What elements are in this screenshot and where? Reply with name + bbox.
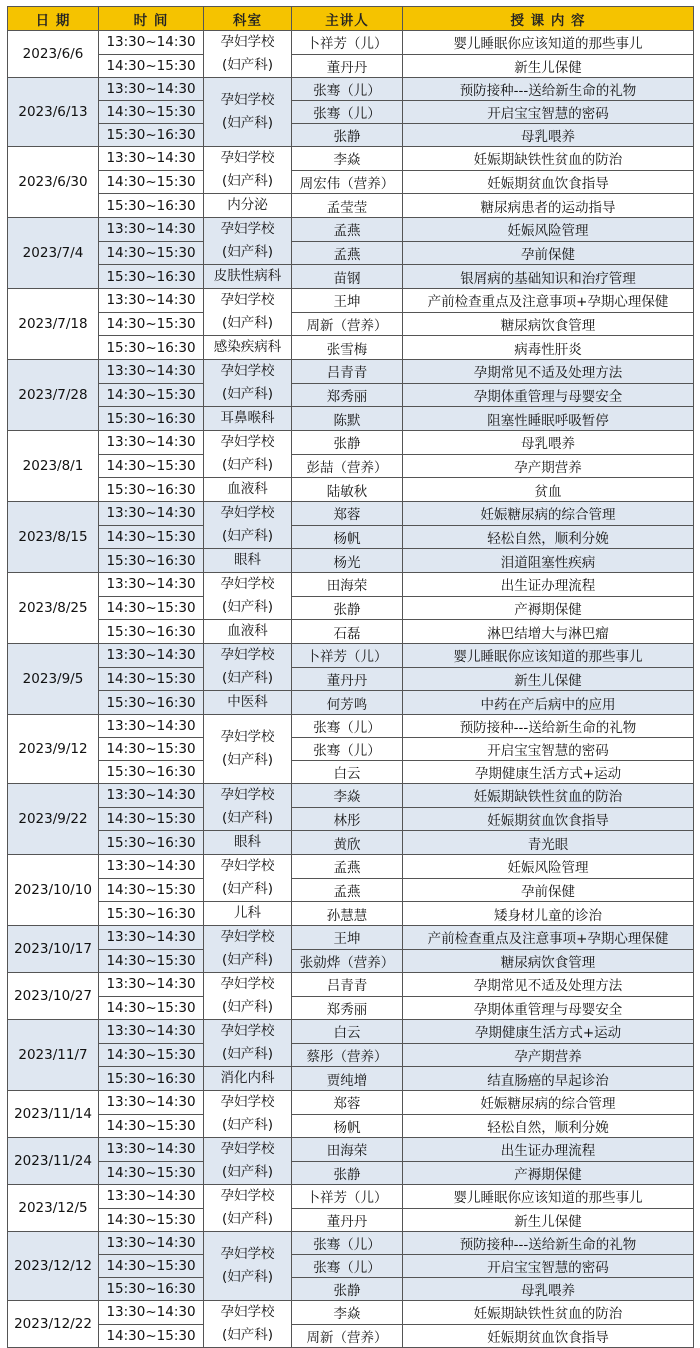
speaker-cell: 周宏伟（营养） [292, 170, 403, 194]
time-cell: 14:30~15:30 [99, 54, 204, 78]
dept-cell: 消化内科 [204, 1067, 292, 1091]
speaker-cell: 田海荣 [292, 1138, 403, 1162]
time-cell: 14:30~15:30 [99, 170, 204, 194]
topic-cell: 产前检查重点及注意事项+孕期心理保健 [403, 926, 694, 950]
speaker-cell: 贾纯增 [292, 1067, 403, 1091]
topic-cell: 孕期健康生活方式+运动 [403, 761, 694, 784]
time-cell: 15:30~16:30 [99, 478, 204, 502]
topic-cell: 孕期常见不适及处理方法 [403, 973, 694, 997]
dept-cell: 孕妇学校 (妇产科) [204, 1091, 292, 1138]
table-row [8, 761, 694, 784]
table-row [8, 620, 694, 644]
speaker-cell: 白云 [292, 761, 403, 784]
speaker-cell: 林彤 [292, 807, 403, 831]
table-row [8, 926, 694, 950]
dept-cell: 内分泌 [204, 194, 292, 218]
table-row [8, 454, 694, 478]
speaker-cell: 张骞（儿） [292, 1255, 403, 1278]
speaker-cell: 彭喆（营养） [292, 454, 403, 478]
date-cell: 2023/6/13 [8, 78, 99, 147]
speaker-cell: 王坤 [292, 926, 403, 950]
topic-cell: 孕前保健 [403, 241, 694, 265]
time-cell: 14:30~15:30 [99, 807, 204, 831]
time-cell: 14:30~15:30 [99, 1324, 204, 1348]
speaker-cell: 董丹丹 [292, 1208, 403, 1232]
speaker-cell: 张骞（儿） [292, 101, 403, 124]
dept-cell: 眼科 [204, 831, 292, 855]
speaker-cell: 李焱 [292, 784, 403, 808]
topic-cell: 贫血 [403, 478, 694, 502]
dept-cell: 孕妇学校 (妇产科) [204, 973, 292, 1020]
speaker-cell: 杨帆 [292, 525, 403, 549]
table-row [8, 1114, 694, 1138]
table-row [8, 596, 694, 620]
topic-cell: 妊娠风险管理 [403, 218, 694, 242]
time-cell: 15:30~16:30 [99, 620, 204, 644]
topic-cell: 母乳喂养 [403, 124, 694, 147]
topic-cell: 妊娠期缺铁性贫血的防治 [403, 1301, 694, 1325]
schedule-body [8, 31, 694, 1348]
speaker-cell: 杨光 [292, 549, 403, 573]
table-row [8, 1067, 694, 1091]
table-row [8, 147, 694, 171]
time-cell: 15:30~16:30 [99, 336, 204, 360]
table-row [8, 360, 694, 384]
time-cell: 14:30~15:30 [99, 949, 204, 973]
dept-cell: 孕妇学校 (妇产科) [204, 715, 292, 784]
speaker-cell: 张雪梅 [292, 336, 403, 360]
time-cell: 15:30~16:30 [99, 549, 204, 573]
dept-cell: 孕妇学校 (妇产科) [204, 1138, 292, 1185]
topic-cell: 妊娠期贫血饮食指导 [403, 170, 694, 194]
topic-cell: 孕产期营养 [403, 454, 694, 478]
table-row [8, 1301, 694, 1325]
table-row [8, 54, 694, 78]
dept-cell: 感染疾病科 [204, 336, 292, 360]
table-row [8, 831, 694, 855]
table-row [8, 312, 694, 336]
table-row [8, 124, 694, 147]
speaker-cell: 董丹丹 [292, 54, 403, 78]
speaker-cell: 孟莹莹 [292, 194, 403, 218]
topic-cell: 婴儿睡眠你应该知道的那些事儿 [403, 644, 694, 668]
time-cell: 13:30~14:30 [99, 1138, 204, 1162]
dept-cell: 眼科 [204, 549, 292, 573]
speaker-cell: 卜祥芳（儿） [292, 31, 403, 55]
speaker-cell: 张静 [292, 1278, 403, 1301]
topic-cell: 妊娠期缺铁性贫血的防治 [403, 147, 694, 171]
table-row [8, 1138, 694, 1162]
time-cell: 13:30~14:30 [99, 1091, 204, 1115]
dept-cell: 耳鼻喉科 [204, 407, 292, 431]
table-row [8, 336, 694, 360]
speaker-cell: 黄欣 [292, 831, 403, 855]
time-cell: 14:30~15:30 [99, 878, 204, 902]
topic-cell: 阻塞性睡眠呼吸暂停 [403, 407, 694, 431]
topic-cell: 妊娠期贫血饮食指导 [403, 1324, 694, 1348]
time-cell: 14:30~15:30 [99, 101, 204, 124]
topic-cell: 糖尿病饮食管理 [403, 949, 694, 973]
topic-cell: 糖尿病饮食管理 [403, 312, 694, 336]
time-cell: 13:30~14:30 [99, 502, 204, 526]
time-cell: 15:30~16:30 [99, 1278, 204, 1301]
table-row [8, 667, 694, 691]
dept-cell: 皮肤性病科 [204, 265, 292, 289]
speaker-cell: 张骞（儿） [292, 715, 403, 738]
dept-cell: 儿科 [204, 902, 292, 926]
date-cell: 2023/6/6 [8, 31, 99, 78]
table-row [8, 1324, 694, 1348]
topic-cell: 妊娠期贫血饮食指导 [403, 807, 694, 831]
table-row [8, 502, 694, 526]
dept-cell: 孕妇学校 (妇产科) [204, 784, 292, 831]
topic-cell: 孕期体重管理与母婴安全 [403, 996, 694, 1020]
dept-cell: 孕妇学校 (妇产科) [204, 644, 292, 691]
table-row [8, 1185, 694, 1209]
topic-cell: 母乳喂养 [403, 1278, 694, 1301]
speaker-cell: 孙慧慧 [292, 902, 403, 926]
topic-cell: 矮身材儿童的诊治 [403, 902, 694, 926]
date-cell: 2023/9/12 [8, 715, 99, 784]
table-row [8, 644, 694, 668]
dept-cell: 孕妇学校 (妇产科) [204, 147, 292, 194]
table-row [8, 1161, 694, 1185]
table-row [8, 101, 694, 124]
time-cell: 13:30~14:30 [99, 431, 204, 455]
time-cell: 13:30~14:30 [99, 644, 204, 668]
table-row [8, 218, 694, 242]
topic-cell: 母乳喂养 [403, 431, 694, 455]
speaker-cell: 孟燕 [292, 241, 403, 265]
dept-cell: 孕妇学校 (妇产科) [204, 78, 292, 147]
date-cell: 2023/7/4 [8, 218, 99, 289]
speaker-cell: 何芳鸣 [292, 691, 403, 715]
speaker-cell: 周新（营养） [292, 312, 403, 336]
topic-cell: 开启宝宝智慧的密码 [403, 101, 694, 124]
topic-cell: 轻松自然，顺利分娩 [403, 525, 694, 549]
speaker-cell: 张骞（儿） [292, 78, 403, 101]
topic-cell: 婴儿睡眠你应该知道的那些事儿 [403, 31, 694, 55]
time-cell: 15:30~16:30 [99, 194, 204, 218]
speaker-cell: 卜祥芳（儿） [292, 644, 403, 668]
speaker-cell: 吕青青 [292, 360, 403, 384]
speaker-cell: 石磊 [292, 620, 403, 644]
topic-cell: 妊娠风险管理 [403, 855, 694, 879]
dept-cell: 孕妇学校 (妇产科) [204, 218, 292, 265]
speaker-cell: 张静 [292, 1161, 403, 1185]
time-cell: 14:30~15:30 [99, 1161, 204, 1185]
dept-cell: 孕妇学校 (妇产科) [204, 360, 292, 407]
dept-cell: 孕妇学校 (妇产科) [204, 31, 292, 78]
table-row [8, 807, 694, 831]
header-date: 日 期 [8, 7, 99, 31]
topic-cell: 妊娠糖尿病的综合管理 [403, 502, 694, 526]
topic-cell: 轻松自然，顺利分娩 [403, 1114, 694, 1138]
time-cell: 14:30~15:30 [99, 596, 204, 620]
speaker-cell: 吕青青 [292, 973, 403, 997]
date-cell: 2023/10/17 [8, 926, 99, 973]
time-cell: 14:30~15:30 [99, 454, 204, 478]
time-cell: 14:30~15:30 [99, 738, 204, 761]
topic-cell: 婴儿睡眠你应该知道的那些事儿 [403, 1185, 694, 1209]
table-row [8, 194, 694, 218]
table-row [8, 784, 694, 808]
date-cell: 2023/7/18 [8, 289, 99, 360]
topic-cell: 孕产期营养 [403, 1043, 694, 1067]
time-cell: 14:30~15:30 [99, 312, 204, 336]
time-cell: 14:30~15:30 [99, 241, 204, 265]
header-speaker: 主讲人 [292, 7, 403, 31]
dept-cell: 孕妇学校 (妇产科) [204, 1232, 292, 1301]
speaker-cell: 杨帆 [292, 1114, 403, 1138]
speaker-cell: 李焱 [292, 147, 403, 171]
dept-cell: 孕妇学校 (妇产科) [204, 289, 292, 336]
table-row [8, 1091, 694, 1115]
table-row [8, 265, 694, 289]
time-cell: 14:30~15:30 [99, 1043, 204, 1067]
date-cell: 2023/6/30 [8, 147, 99, 218]
topic-cell: 开启宝宝智慧的密码 [403, 1255, 694, 1278]
table-row [8, 383, 694, 407]
dept-cell: 血液科 [204, 620, 292, 644]
time-cell: 13:30~14:30 [99, 926, 204, 950]
time-cell: 13:30~14:30 [99, 1301, 204, 1325]
speaker-cell: 孟燕 [292, 218, 403, 242]
header-row [8, 7, 694, 31]
time-cell: 15:30~16:30 [99, 1067, 204, 1091]
table-row [8, 170, 694, 194]
topic-cell: 开启宝宝智慧的密码 [403, 738, 694, 761]
speaker-cell: 郑秀丽 [292, 383, 403, 407]
speaker-cell: 张静 [292, 431, 403, 455]
date-cell: 2023/11/7 [8, 1020, 99, 1091]
date-cell: 2023/9/22 [8, 784, 99, 855]
dept-cell: 孕妇学校 (妇产科) [204, 573, 292, 620]
time-cell: 15:30~16:30 [99, 691, 204, 715]
dept-cell: 孕妇学校 (妇产科) [204, 1185, 292, 1232]
topic-cell: 产褥期保健 [403, 596, 694, 620]
topic-cell: 新生儿保健 [403, 1208, 694, 1232]
topic-cell: 新生儿保健 [403, 667, 694, 691]
date-cell: 2023/10/10 [8, 855, 99, 926]
time-cell: 13:30~14:30 [99, 31, 204, 55]
table-row [8, 289, 694, 313]
table-row [8, 1208, 694, 1232]
time-cell: 13:30~14:30 [99, 360, 204, 384]
time-cell: 14:30~15:30 [99, 1114, 204, 1138]
speaker-cell: 董丹丹 [292, 667, 403, 691]
table-row [8, 1278, 694, 1301]
topic-cell: 银屑病的基础知识和治疗管理 [403, 265, 694, 289]
topic-cell: 青光眼 [403, 831, 694, 855]
time-cell: 14:30~15:30 [99, 1208, 204, 1232]
time-cell: 13:30~14:30 [99, 573, 204, 597]
topic-cell: 出生证办理流程 [403, 1138, 694, 1162]
speaker-cell: 陈默 [292, 407, 403, 431]
speaker-cell: 陆敏秋 [292, 478, 403, 502]
schedule-table [7, 6, 694, 1348]
date-cell: 2023/11/24 [8, 1138, 99, 1185]
time-cell: 15:30~16:30 [99, 265, 204, 289]
topic-cell: 妊娠糖尿病的综合管理 [403, 1091, 694, 1115]
topic-cell: 产前检查重点及注意事项+孕期心理保健 [403, 289, 694, 313]
dept-cell: 孕妇学校 (妇产科) [204, 1020, 292, 1067]
speaker-cell: 郑秀丽 [292, 996, 403, 1020]
table-row [8, 715, 694, 738]
time-cell: 14:30~15:30 [99, 996, 204, 1020]
table-row [8, 902, 694, 926]
table-row [8, 31, 694, 55]
table-row [8, 525, 694, 549]
time-cell: 13:30~14:30 [99, 147, 204, 171]
topic-cell: 预防接种---送给新生命的礼物 [403, 715, 694, 738]
dept-cell: 孕妇学校 (妇产科) [204, 926, 292, 973]
speaker-cell: 孟燕 [292, 878, 403, 902]
dept-cell: 中医科 [204, 691, 292, 715]
speaker-cell: 张骞（儿） [292, 738, 403, 761]
time-cell: 13:30~14:30 [99, 289, 204, 313]
table-row [8, 855, 694, 879]
table-row [8, 996, 694, 1020]
time-cell: 14:30~15:30 [99, 667, 204, 691]
time-cell: 13:30~14:30 [99, 1020, 204, 1044]
speaker-cell: 周新（营养） [292, 1324, 403, 1348]
date-cell: 2023/8/15 [8, 502, 99, 573]
time-cell: 13:30~14:30 [99, 1185, 204, 1209]
topic-cell: 病毒性肝炎 [403, 336, 694, 360]
speaker-cell: 田海荣 [292, 573, 403, 597]
speaker-cell: 孟燕 [292, 855, 403, 879]
time-cell: 13:30~14:30 [99, 218, 204, 242]
speaker-cell: 张静 [292, 596, 403, 620]
speaker-cell: 王坤 [292, 289, 403, 313]
topic-cell: 孕期常见不适及处理方法 [403, 360, 694, 384]
time-cell: 13:30~14:30 [99, 973, 204, 997]
speaker-cell: 张勍烨（营养） [292, 949, 403, 973]
time-cell: 15:30~16:30 [99, 407, 204, 431]
time-cell: 14:30~15:30 [99, 1255, 204, 1278]
time-cell: 15:30~16:30 [99, 124, 204, 147]
date-cell: 2023/12/12 [8, 1232, 99, 1301]
speaker-cell: 张静 [292, 124, 403, 147]
table-row [8, 691, 694, 715]
date-cell: 2023/12/22 [8, 1301, 99, 1348]
date-cell: 2023/8/25 [8, 573, 99, 644]
table-row [8, 549, 694, 573]
table-row [8, 1043, 694, 1067]
table-row [8, 738, 694, 761]
header-dept: 科室 [204, 7, 292, 31]
table-row [8, 949, 694, 973]
speaker-cell: 郑蓉 [292, 502, 403, 526]
topic-cell: 预防接种---送给新生命的礼物 [403, 1232, 694, 1255]
time-cell: 14:30~15:30 [99, 525, 204, 549]
header-time: 时 间 [99, 7, 204, 31]
speaker-cell: 张骞（儿） [292, 1232, 403, 1255]
topic-cell: 中药在产后病中的应用 [403, 691, 694, 715]
speaker-cell: 卜祥芳（儿） [292, 1185, 403, 1209]
dept-cell: 孕妇学校 (妇产科) [204, 855, 292, 902]
speaker-cell: 李焱 [292, 1301, 403, 1325]
speaker-cell: 郑蓉 [292, 1091, 403, 1115]
table-row [8, 431, 694, 455]
date-cell: 2023/11/14 [8, 1091, 99, 1138]
dept-cell: 孕妇学校 (妇产科) [204, 1301, 292, 1348]
dept-cell: 孕妇学校 (妇产科) [204, 431, 292, 478]
date-cell: 2023/8/1 [8, 431, 99, 502]
time-cell: 14:30~15:30 [99, 383, 204, 407]
table-row [8, 407, 694, 431]
table-row [8, 1232, 694, 1255]
dept-cell: 孕妇学校 (妇产科) [204, 502, 292, 549]
table-row [8, 973, 694, 997]
topic-cell: 孕期健康生活方式+运动 [403, 1020, 694, 1044]
time-cell: 13:30~14:30 [99, 855, 204, 879]
date-cell: 2023/12/5 [8, 1185, 99, 1232]
header-content: 授 课 内 容 [403, 7, 694, 31]
topic-cell: 孕前保健 [403, 878, 694, 902]
topic-cell: 结直肠癌的早起诊治 [403, 1067, 694, 1091]
table-row [8, 78, 694, 101]
topic-cell: 糖尿病患者的运动指导 [403, 194, 694, 218]
topic-cell: 妊娠期缺铁性贫血的防治 [403, 784, 694, 808]
time-cell: 13:30~14:30 [99, 78, 204, 101]
time-cell: 15:30~16:30 [99, 831, 204, 855]
speaker-cell: 蔡彤（营养） [292, 1043, 403, 1067]
table-row [8, 1020, 694, 1044]
time-cell: 15:30~16:30 [99, 902, 204, 926]
date-cell: 2023/9/5 [8, 644, 99, 715]
topic-cell: 预防接种---送给新生命的礼物 [403, 78, 694, 101]
speaker-cell: 苗钢 [292, 265, 403, 289]
time-cell: 13:30~14:30 [99, 715, 204, 738]
table-row [8, 878, 694, 902]
topic-cell: 出生证办理流程 [403, 573, 694, 597]
topic-cell: 淋巴结增大与淋巴瘤 [403, 620, 694, 644]
dept-cell: 血液科 [204, 478, 292, 502]
topic-cell: 孕期体重管理与母婴安全 [403, 383, 694, 407]
time-cell: 13:30~14:30 [99, 1232, 204, 1255]
table-row [8, 573, 694, 597]
date-cell: 2023/7/28 [8, 360, 99, 431]
time-cell: 15:30~16:30 [99, 761, 204, 784]
speaker-cell: 白云 [292, 1020, 403, 1044]
time-cell: 13:30~14:30 [99, 784, 204, 808]
date-cell: 2023/10/27 [8, 973, 99, 1020]
table-row [8, 241, 694, 265]
table-row [8, 478, 694, 502]
table-row [8, 1255, 694, 1278]
topic-cell: 泪道阻塞性疾病 [403, 549, 694, 573]
topic-cell: 产褥期保健 [403, 1161, 694, 1185]
topic-cell: 新生儿保健 [403, 54, 694, 78]
